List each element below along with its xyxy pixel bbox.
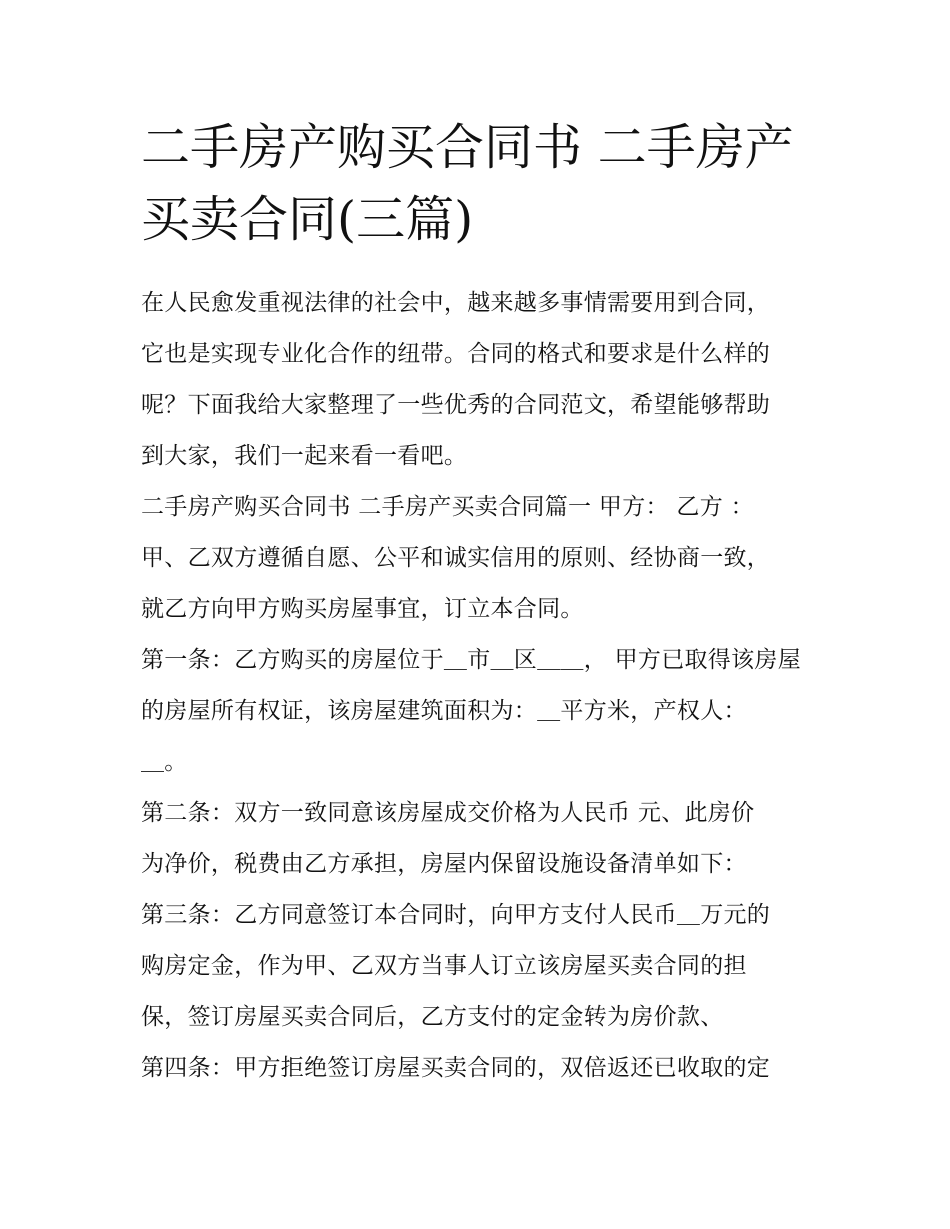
body-line-8: 第一条：乙方购买的房屋位于＿市＿区＿＿， 甲方已取得该房屋 — [141, 647, 802, 673]
document-body — [141, 278, 816, 1094]
body-line-1: 在人民愈发重视法律的社会中，越来越多事情需要用到合同， — [141, 290, 771, 316]
body-line-7: 就乙方向甲方购买房屋事宜，订立本合同。 — [141, 596, 584, 622]
body-line-4: 到大家，我们一起来看一看吧。 — [141, 443, 468, 469]
body-line-12: 为净价，税费由乙方承担，房屋内保留设施设备清单如下： — [141, 851, 747, 877]
body-line-11: 第二条：双方一致同意该房屋成交价格为人民币 元、此房价 — [141, 800, 755, 826]
body-line-16: 第四条：甲方拒绝签订房屋买卖合同的，双倍返还已收取的定 — [141, 1055, 771, 1081]
document-title — [141, 112, 816, 256]
body-line-10: ＿。 — [141, 749, 188, 775]
title-line-1: 二手房产购买合同书 二手房产 — [141, 119, 794, 176]
document-content — [141, 112, 816, 1094]
body-line-9: 的房屋所有权证，该房屋建筑面积为：＿平方米，产权人： — [141, 698, 747, 724]
body-line-15: 保，签订房屋买卖合同后，乙方支付的定金转为房价款、 — [141, 1004, 724, 1030]
body-line-14: 购房定金，作为甲、乙双方当事人订立该房屋买卖合同的担 — [141, 953, 747, 979]
body-line-2: 它也是实现专业化合作的纽带。合同的格式和要求是什么样的 — [141, 341, 771, 367]
title-line-2: 买卖合同(三篇) — [141, 191, 474, 248]
body-line-3: 呢？下面我给大家整理了一些优秀的合同范文，希望能够帮助 — [141, 392, 771, 418]
body-line-6: 甲、乙双方遵循自愿、公平和诚实信用的原则、经协商一致， — [141, 545, 771, 571]
body-line-5: 二手房产购买合同书 二手房产买卖合同篇一 甲方： 乙方 ： — [141, 494, 754, 520]
body-line-13: 第三条：乙方同意签订本合同时，向甲方支付人民币＿万元的 — [141, 902, 771, 928]
